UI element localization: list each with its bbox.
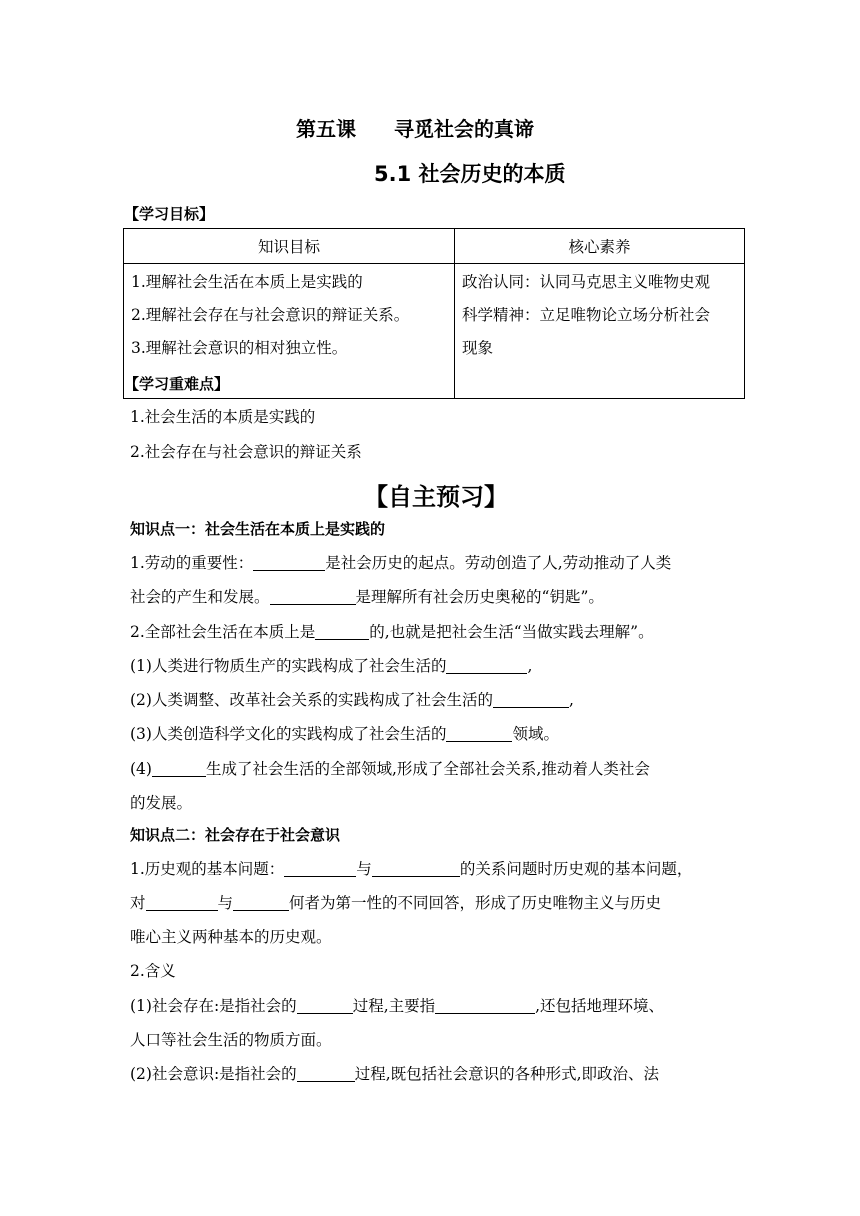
fill-blank[interactable] — [446, 658, 527, 675]
kp2-line-2: 对 与 何者为第一性的不同回答，形成了历史唯物主义与历史 — [130, 894, 662, 912]
kp2-line-3: 唯心主义两种基本的历史观。 — [130, 928, 332, 946]
goals-heading: 【学习目标】 — [124, 205, 215, 223]
fill-blank[interactable] — [284, 861, 356, 878]
lesson-name: 寻觅社会的真谛 — [394, 117, 534, 141]
knowledge-point-1-title: 知识点一：社会生活在本质上是实践的 — [130, 520, 386, 538]
kp1-line-5: (2)人类调整、改革社会关系的实践构成了社会生活的 , — [130, 691, 574, 709]
literacy-item: 现象 — [462, 339, 494, 357]
preview-heading: 【自主预习】 — [364, 483, 508, 511]
section-title: 5.1 社会历史的本质 — [374, 162, 566, 186]
kp2-line-6: 人口等社会生活的物质方面。 — [130, 1031, 332, 1049]
fill-blank[interactable] — [446, 726, 512, 743]
kp1-line-7: (4) 生成了社会生活的全部领域,形成了全部社会关系,推动着人类社会 — [130, 760, 650, 778]
fill-blank[interactable] — [270, 589, 356, 606]
fill-blank[interactable] — [493, 692, 569, 709]
kp2-line-5: (1)社会存在:是指社会的 过程,主要指 ,还包括地理环境、 — [130, 997, 665, 1015]
fill-blank[interactable] — [297, 1066, 355, 1083]
literacy-header: 核心素养 — [455, 229, 745, 264]
fill-blank[interactable] — [152, 761, 206, 778]
fill-blank[interactable] — [297, 998, 353, 1015]
knowledge-point-2-title: 知识点二：社会存在于社会意识 — [130, 826, 341, 844]
kp2-line-7: (2)社会意识:是指社会的 过程,既包括社会意识的各种形式,即政治、法 — [130, 1065, 660, 1083]
literacy-item: 政治认同：认同马克思主义唯物史观 — [462, 273, 711, 291]
kp1-line-6: (3)人类创造科学文化的实践构成了社会生活的 领域。 — [130, 725, 559, 743]
key-point-item: 1.社会生活的本质是实践的 — [130, 408, 316, 426]
fill-blank[interactable] — [233, 895, 289, 912]
kp2-line-1: 1.历史观的基本问题： 与 的关系问题时历史观的基本问题， — [130, 860, 693, 878]
kp1-line-8: 的发展。 — [130, 794, 193, 812]
kp2-line-4: 2.含义 — [130, 962, 176, 980]
knowledge-header: 知识目标 — [124, 229, 455, 264]
key-point-item: 2.社会存在与社会意识的辩证关系 — [130, 443, 362, 461]
fill-blank[interactable] — [372, 861, 460, 878]
kp1-line-4: (1)人类进行物质生产的实践构成了社会生活的 , — [130, 657, 533, 675]
fill-blank[interactable] — [253, 555, 325, 572]
fill-blank[interactable] — [435, 998, 535, 1015]
fill-blank[interactable] — [146, 895, 218, 912]
lesson-number: 第五课 — [296, 117, 356, 141]
literacy-cell — [455, 264, 745, 399]
fill-blank[interactable] — [315, 624, 369, 641]
knowledge-item: 3.理解社会意识的相对独立性。 — [131, 339, 348, 357]
knowledge-item: 1.理解社会生活在本质上是实践的 — [131, 273, 363, 291]
key-points-heading: 【学习重难点】 — [124, 375, 230, 393]
kp1-line-3: 2.全部社会生活在本质上是 的,也就是把社会生活“当做实践去理解”。 — [130, 623, 654, 641]
kp1-line-1: 1.劳动的重要性： 是社会历史的起点。劳动创造了人,劳动推动了人类 — [130, 554, 672, 572]
knowledge-item: 2.理解社会存在与社会意识的辩证关系。 — [131, 306, 410, 324]
literacy-item: 科学精神：立足唯物论立场分析社会 — [462, 306, 711, 324]
kp1-line-2: 社会的产生和发展。 是理解所有社会历史奥秘的“钥匙”。 — [130, 588, 604, 606]
lesson-title — [296, 113, 534, 142]
